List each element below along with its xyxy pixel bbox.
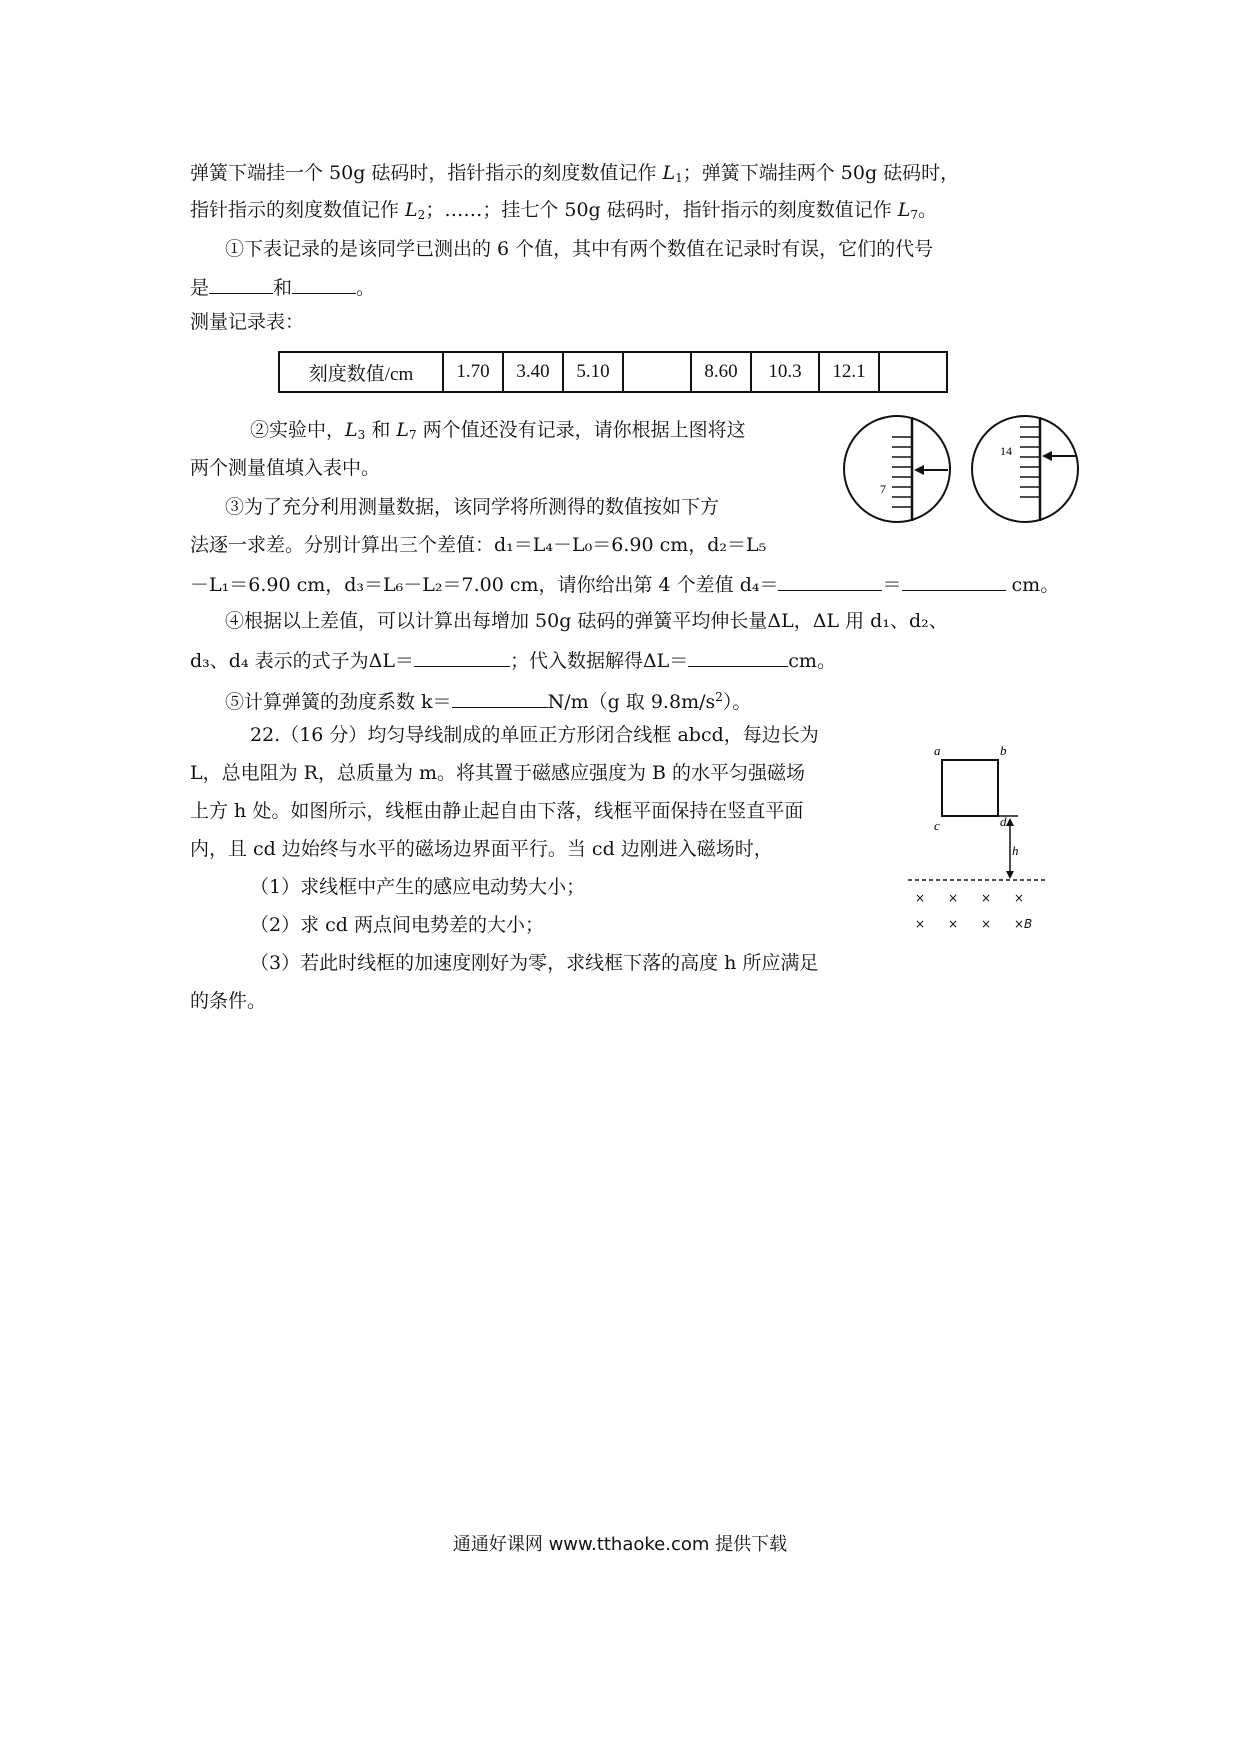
table-cell: 12.1 [819,352,879,392]
q5-line: ⑤计算弹簧的劲度系数 k＝ N/m（g 取 $9.8m/s^2$）。 [225,684,751,715]
q3-line-1: ③为了充分利用测量数据，该同学将所测得的数值按如下方 [225,496,720,518]
svg-text:×: × [1014,891,1025,905]
p22-line-4: 内，且 cd 边始终与水平的磁场边界面平行。当 cd 边刚进入磁场时， [190,838,773,860]
table-row [279,352,947,392]
coil-field-figure [900,740,1070,930]
answer-blank-d4-value[interactable] [902,570,1006,591]
svg-text:×: × [915,891,926,905]
q1-line-1: ①下表记录的是该同学已测出的 6 个值，其中有两个数值在记录时有误，它们的代号 [225,238,934,260]
svg-text:×: × [948,917,959,930]
table-cell: 8.60 [691,352,751,392]
gauge-right-label: 14 [1000,444,1012,458]
table-header-cell: 刻度数值/cm [279,352,443,392]
q2-line-2: 两个测量值填入表中。 [190,457,381,479]
corner-label-c: c [934,818,940,833]
page-footer: 通通好课网 www.tthaoke.com 提供下载 [452,1534,788,1555]
q1-line-2: 是 和 。 [190,273,375,301]
q4-line-1: ④根据以上差值，可以计算出每增加 50g 砝码的弹簧平均伸长量ΔL，ΔL 用 d₁、d₂、 [225,610,948,632]
table-cell-empty-l3[interactable] [623,352,691,392]
table-cell: 10.3 [751,352,819,392]
corner-label-d: d [1000,814,1007,829]
intro-line-1: 弹簧下端挂一个 50g 砝码时，指针指示的刻度数值记作 $L_1$；弹簧下端挂两个 50g 砝码时， [190,162,960,185]
height-label-h: h [1012,843,1019,858]
gauge-right [972,416,1078,522]
intro-line-2: 指针指示的刻度数值记作 $L_2$；……；挂七个 50g 砝码时，指针指示的刻度数值记作 $L_7$。 [190,199,938,222]
p22-item-3-cont: 的条件。 [190,990,267,1012]
table-caption: 测量记录表： [190,311,305,333]
table-cell: 1.70 [443,352,503,392]
p22-item-1: （1）求线框中产生的感应电动势大小； [250,876,586,898]
svg-text:×: × [915,917,926,930]
answer-blank-dl-value[interactable] [688,646,788,667]
gauge-left [844,416,950,522]
answer-blank-k[interactable] [452,687,548,708]
answer-blank-1[interactable] [209,273,273,294]
q2-line-1: ②实验中，$L_3$ 和 $L_7$ 两个值还没有记录，请你根据上图将这 [250,419,746,442]
answer-blank-2[interactable] [292,273,356,294]
square-coil [942,760,998,816]
field-label-B: ×B [1014,917,1033,930]
svg-text:×: × [981,917,992,930]
table-cell: 5.10 [563,352,623,392]
q3-line-2: 法逐一求差。分别计算出三个差值：d₁＝L₄－L₀＝6.90 cm，d₂＝L₅ [190,534,767,556]
q3-line-3: －L₁＝6.90 cm，d₃＝L₆－L₂＝7.00 cm，请你给出第 4 个差值 d₄＝ ＝ cm。 [190,570,1059,598]
corner-label-a: a [934,743,941,758]
answer-blank-d4-expr[interactable] [778,570,882,591]
p22-line-2: L，总电阻为 R，总质量为 m。将其置于磁感应强度为 B 的水平匀强磁场 [190,762,806,784]
p22-item-3: （3）若此时线框的加速度刚好为零，求线框下落的高度 h 所应满足 [250,952,819,974]
field-crosses [915,891,1032,930]
measurement-table [278,351,948,393]
svg-text:×: × [948,891,959,905]
corner-label-b: b [1000,743,1007,758]
table-cell: 3.40 [503,352,563,392]
p22-line-3: 上方 h 处。如图所示，线框由静止起自由下落，线框平面保持在竖直平面 [190,800,804,822]
q4-line-2: d₃、d₄ 表示的式子为ΔL＝ ；代入数据解得ΔL＝ cm。 [190,646,836,674]
gauge-left-label: 7 [880,482,886,496]
p22-item-2: （2）求 cd 两点间电势差的大小； [250,914,544,936]
answer-blank-dl-expr[interactable] [414,646,510,667]
p22-line-1: 22.（16 分）均匀导线制成的单匝正方形闭合线框 abcd，每边长为 [250,724,819,746]
svg-text:×: × [981,891,992,905]
table-cell-empty-l7[interactable] [879,352,947,392]
scale-gauges-figure [840,415,1080,525]
